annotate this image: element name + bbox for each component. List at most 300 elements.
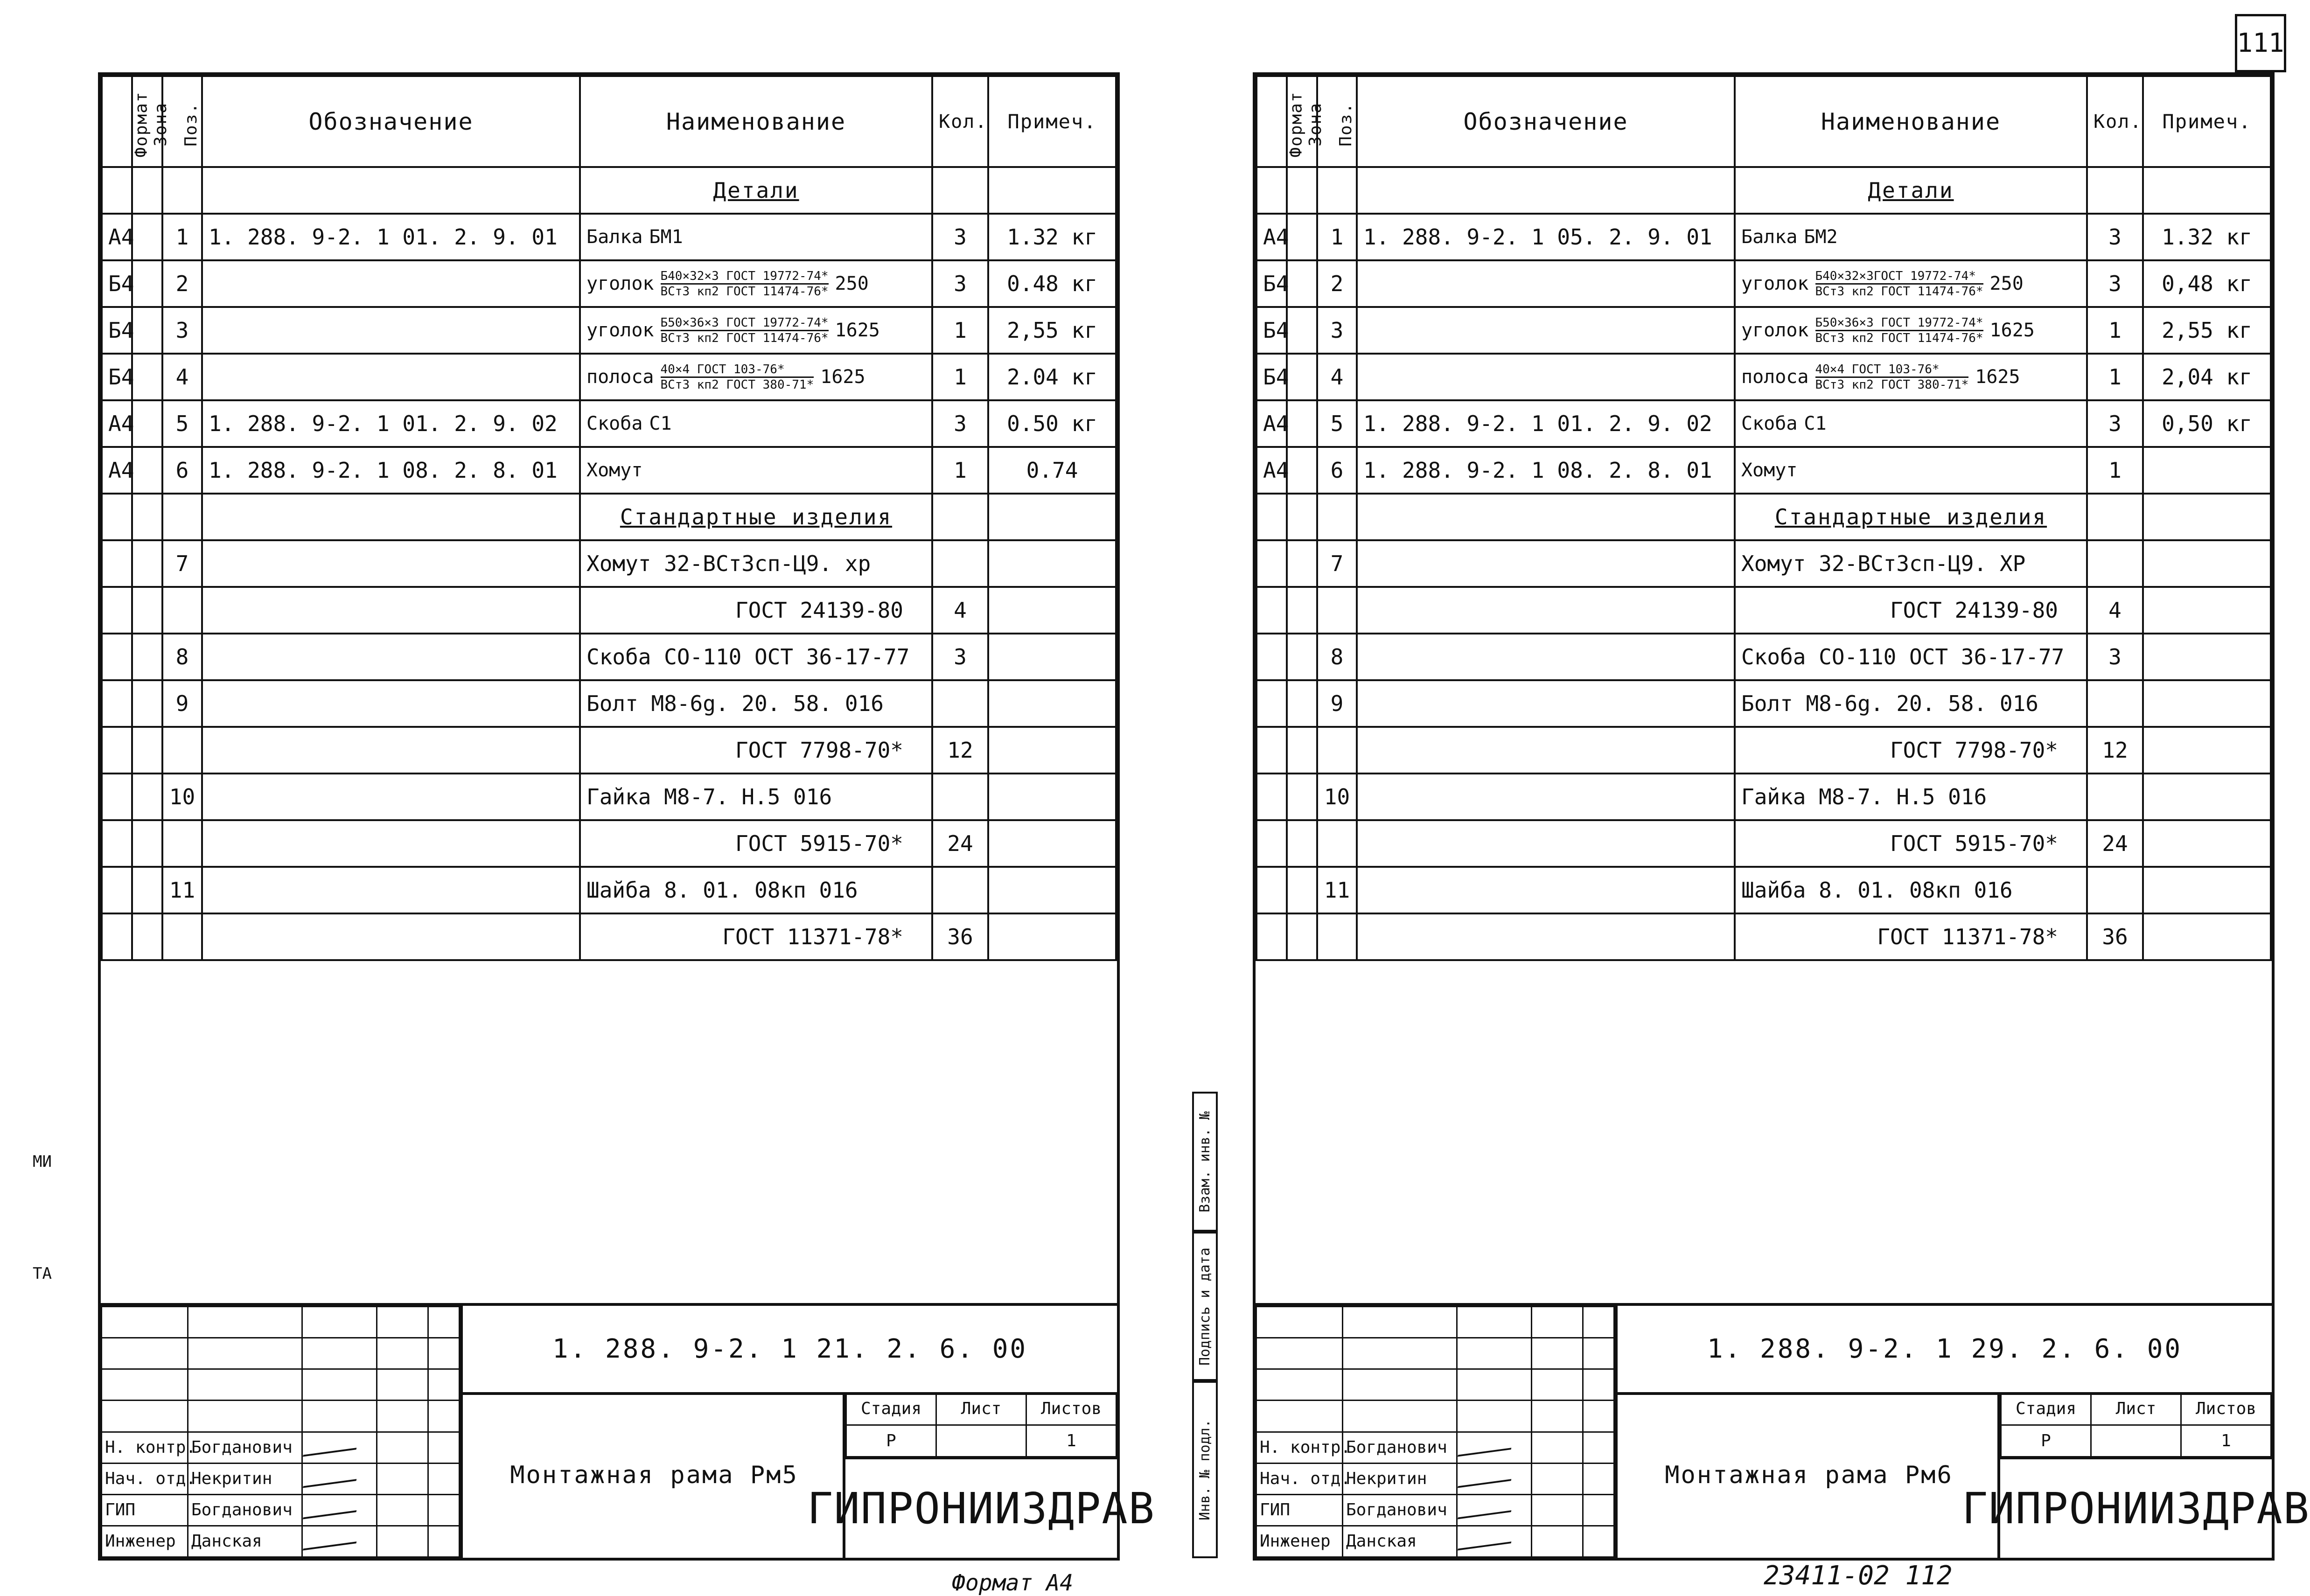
table-row: [102, 680, 1116, 727]
table-row: [1256, 820, 2271, 867]
pos-cell: 11: [162, 867, 202, 913]
name-cell: [580, 214, 932, 260]
format-cell: Б4: [102, 260, 132, 307]
name-content: [586, 316, 926, 345]
designation-cell: [1357, 307, 1735, 354]
blank-cell: [1583, 1369, 1614, 1401]
table-row: [1256, 447, 2271, 494]
format-cell: А4: [102, 400, 132, 447]
signer-role: Н. контр.: [1256, 1432, 1343, 1463]
blank-cell: [428, 1307, 460, 1338]
designation-cell: [1357, 540, 1735, 587]
name-cell: [580, 400, 932, 447]
name-content: [586, 460, 926, 481]
pos-cell: [162, 587, 202, 634]
name-cell: Гайка М8-7. Н.5 016: [1735, 774, 2087, 820]
qty-cell: [932, 774, 988, 820]
table-row: [102, 400, 1116, 447]
name-cell: [1735, 354, 2087, 400]
section-details: Детали: [580, 167, 932, 214]
name-cell: [580, 260, 932, 307]
signature-mark: [1458, 1497, 1514, 1519]
table-row: [102, 913, 1116, 960]
signature-cell: [1457, 1526, 1532, 1557]
table-row: [102, 867, 1116, 913]
col-zone: Зона: [132, 76, 162, 167]
note-cell: 1.32 кг: [988, 214, 1116, 260]
note-cell: [988, 727, 1116, 774]
table-row: [1256, 774, 2271, 820]
pos-cell: 11: [1317, 867, 1357, 913]
signature-mark: [303, 1465, 360, 1488]
zone-cell: [132, 354, 162, 400]
name-cell: Шайба 8. 01. 08кп 016: [1735, 867, 2087, 913]
blank-cell: [1343, 1369, 1457, 1401]
name-content: [1741, 226, 2080, 248]
signature-cell: [1457, 1432, 1532, 1463]
col-zone: Зона: [1287, 76, 1317, 167]
table-row: [102, 214, 1116, 260]
zone-cell: [1287, 913, 1317, 960]
signer-row: [1256, 1494, 1614, 1526]
note-cell: [2143, 447, 2271, 494]
signer-row: [102, 1494, 460, 1526]
pos-cell: 1: [1317, 214, 1357, 260]
format-cell: Б4: [1256, 260, 1287, 307]
blank-cell: [188, 1338, 302, 1369]
table-row: [102, 260, 1116, 307]
sheet-value: [2091, 1425, 2181, 1457]
blank-cell: [1532, 1338, 1583, 1369]
fraction-top: Б50×36×3 ГОСТ 19772-74*: [661, 316, 829, 331]
qty-cell: 36: [2087, 913, 2143, 960]
qty-cell: [932, 867, 988, 913]
blank-row: [102, 1307, 460, 1338]
signer-name: Данская: [188, 1526, 302, 1557]
fraction-top: 40×4 ГОСТ 103-76*: [1815, 362, 1969, 378]
blank-cell: [188, 1307, 302, 1338]
signer-name: Некритин: [1343, 1463, 1457, 1494]
col-format: Формат: [1256, 76, 1287, 167]
blank-cell: [1583, 1307, 1614, 1338]
name-cell: ГОСТ 7798-70*: [1735, 727, 2087, 774]
designation-cell: [1357, 680, 1735, 727]
blank-cell: [1583, 1494, 1614, 1526]
blank-cell: [377, 1307, 428, 1338]
signer-name: Данская: [1343, 1526, 1457, 1557]
item-word: Хомут: [586, 460, 643, 481]
item-word: полоса: [586, 366, 654, 388]
pos-cell: [1317, 820, 1357, 867]
sheets-header: Листов: [2181, 1393, 2271, 1425]
blank-row: [102, 1338, 460, 1369]
stage-header: Стадия: [2001, 1393, 2091, 1425]
title-block: [101, 1303, 1156, 1558]
format-cell: А4: [102, 447, 132, 494]
date-cell: [1532, 1494, 1583, 1526]
side-label-replace: Взам. инв. №: [1192, 1092, 1218, 1232]
item-word: Балка: [586, 226, 643, 248]
pos-cell: 3: [162, 307, 202, 354]
table-row: [1256, 680, 2271, 727]
margin-mark-1: МИ: [33, 1152, 52, 1171]
signature-mark: [303, 1434, 360, 1457]
note-cell: [2143, 774, 2271, 820]
qty-cell: 1: [2087, 447, 2143, 494]
blank-cell: [102, 1369, 188, 1401]
sheets-header: Листов: [1026, 1393, 1117, 1425]
blank-cell: [1583, 1401, 1614, 1432]
zone-cell: [132, 540, 162, 587]
blank-cell: [188, 1369, 302, 1401]
col-qty: Кол.: [2087, 76, 2143, 167]
designation-cell: [1357, 354, 1735, 400]
format-cell: [102, 913, 132, 960]
page-number: 111: [2235, 14, 2286, 72]
note-cell: [988, 774, 1116, 820]
table-row: [1256, 727, 2271, 774]
designation-cell: [202, 867, 580, 913]
section-row: [102, 494, 1116, 540]
col-pos: Поз.: [1317, 76, 1357, 167]
name-cell: [580, 307, 932, 354]
drawing-name: Монтажная рама Рм6: [1615, 1392, 2000, 1558]
table-row: [102, 354, 1116, 400]
name-cell: Гайка М8-7. Н.5 016: [580, 774, 932, 820]
qty-cell: 3: [932, 214, 988, 260]
blank-cell: [1343, 1338, 1457, 1369]
material-fraction: [661, 269, 829, 299]
document-code: 1. 288. 9-2. 1 29. 2. 6. 00: [1615, 1306, 2272, 1395]
fraction-top: Б40×32×3ГОСТ 19772-74*: [1815, 269, 1983, 285]
zone-cell: [1287, 774, 1317, 820]
fraction-bottom: ВСт3 кп2 ГОСТ 380-71*: [660, 377, 814, 392]
spec-table: [101, 75, 1117, 961]
signer-role: Н. контр.: [102, 1432, 188, 1463]
item-word: Хомут: [1741, 460, 1798, 481]
material-fraction: [1815, 316, 1983, 345]
blank-cell: [302, 1338, 377, 1369]
signer-row: [1256, 1526, 1614, 1557]
qty-cell: 12: [932, 727, 988, 774]
format-cell: [102, 634, 132, 680]
pos-cell: 2: [1317, 260, 1357, 307]
fraction-bottom: ВСт3 кп2 ГОСТ 11474-76*: [1815, 284, 1983, 299]
qty-cell: 36: [932, 913, 988, 960]
qty-cell: 1: [932, 307, 988, 354]
name-cell: [580, 447, 932, 494]
name-content: [586, 362, 926, 392]
name-cell: Болт М8-6g. 20. 58. 016: [580, 680, 932, 727]
length-value: 250: [1989, 273, 2024, 294]
sheets-value: 1: [2181, 1425, 2271, 1457]
blank-cell: [1343, 1307, 1457, 1338]
table-row: [102, 587, 1116, 634]
section-details: Детали: [1735, 167, 2087, 214]
blank-cell: [188, 1401, 302, 1432]
sheets-value: 1: [1026, 1425, 1117, 1457]
item-spec: С1: [649, 413, 672, 434]
pos-cell: [1317, 587, 1357, 634]
zone-cell: [1287, 587, 1317, 634]
format-cell: [102, 540, 132, 587]
spec-sheet-left: [98, 72, 1156, 1561]
note-cell: [988, 634, 1116, 680]
zone-cell: [132, 820, 162, 867]
format-cell: [102, 820, 132, 867]
format-cell: [102, 587, 132, 634]
note-cell: [988, 867, 1116, 913]
format-cell: [1256, 540, 1287, 587]
pos-cell: 5: [1317, 400, 1357, 447]
name-cell: Скоба СО-110 ОСТ 36-17-77: [580, 634, 932, 680]
format-cell: А4: [1256, 400, 1287, 447]
item-word: Скоба: [1741, 413, 1798, 434]
note-cell: 2.04 кг: [988, 354, 1116, 400]
pos-cell: 10: [162, 774, 202, 820]
qty-cell: 1: [2087, 354, 2143, 400]
fraction-bottom: ВСт3 кп2 ГОСТ 11474-76*: [660, 331, 829, 345]
designation-cell: [1357, 820, 1735, 867]
signature-cell: [302, 1463, 377, 1494]
section-row: [1256, 167, 2271, 214]
table-row: [102, 727, 1116, 774]
fraction-bottom: ВСт3 кп2 ГОСТ 11474-76*: [660, 284, 829, 299]
name-cell: Болт М8-6g. 20. 58. 016: [1735, 680, 2087, 727]
qty-cell: [932, 540, 988, 587]
blank-cell: [302, 1369, 377, 1401]
stage-value: Р: [2001, 1425, 2091, 1457]
col-designation: Обозначение: [1357, 76, 1735, 167]
name-cell: [1735, 447, 2087, 494]
qty-cell: [2087, 867, 2143, 913]
table-row: [102, 774, 1116, 820]
format-cell: Б4: [1256, 307, 1287, 354]
name-cell: Хомут 32-ВСт3сп-Ц9. хр: [580, 540, 932, 587]
signer-role: Нач. отд.: [102, 1463, 188, 1494]
format-cell: [1256, 587, 1287, 634]
format-cell: Б4: [102, 307, 132, 354]
section-standard: Стандартные изделия: [1735, 494, 2087, 540]
signature-mark: [1458, 1528, 1514, 1551]
blank-row: [1256, 1369, 1614, 1401]
designation-cell: [202, 727, 580, 774]
note-cell: [2143, 820, 2271, 867]
blank-cell: [1457, 1369, 1532, 1401]
length-value: 1625: [1975, 366, 2020, 388]
blank-cell: [428, 1432, 460, 1463]
blank-cell: [428, 1338, 460, 1369]
designation-cell: 1. 288. 9-2. 1 01. 2. 9. 02: [1357, 400, 1735, 447]
designation-cell: [202, 307, 580, 354]
format-cell: [1256, 680, 1287, 727]
col-name: Наименование: [1735, 76, 2087, 167]
section-standard: Стандартные изделия: [580, 494, 932, 540]
name-content: [1741, 316, 2080, 345]
pos-cell: 1: [162, 214, 202, 260]
designation-cell: [202, 680, 580, 727]
name-cell: Шайба 8. 01. 08кп 016: [580, 867, 932, 913]
blank-cell: [428, 1369, 460, 1401]
signature-mark: [1458, 1465, 1514, 1488]
designation-cell: [202, 634, 580, 680]
pos-cell: [1317, 727, 1357, 774]
name-cell: ГОСТ 7798-70*: [580, 727, 932, 774]
note-cell: 2,55 кг: [2143, 307, 2271, 354]
col-format: Формат: [102, 76, 132, 167]
designation-cell: 1. 288. 9-2. 1 01. 2. 9. 02: [202, 400, 580, 447]
signer-role: Нач. отд.: [1256, 1463, 1343, 1494]
signer-row: [102, 1463, 460, 1494]
date-cell: [1532, 1432, 1583, 1463]
blank-cell: [302, 1307, 377, 1338]
note-cell: [988, 820, 1116, 867]
format-cell: Б4: [102, 354, 132, 400]
designation-cell: [202, 260, 580, 307]
blank-row: [102, 1401, 460, 1432]
length-value: 1625: [820, 366, 865, 388]
col-qty: Кол.: [932, 76, 988, 167]
zone-cell: [1287, 400, 1317, 447]
zone-cell: [1287, 820, 1317, 867]
section-row: [102, 167, 1116, 214]
blank-cell: [1532, 1307, 1583, 1338]
pos-cell: 7: [162, 540, 202, 587]
signature-grid: [101, 1306, 460, 1558]
table-row: [102, 540, 1116, 587]
item-spec: С1: [1804, 413, 1827, 434]
table-row: [102, 820, 1116, 867]
item-word: полоса: [1741, 366, 1809, 388]
designation-cell: [1357, 634, 1735, 680]
qty-cell: [2087, 774, 2143, 820]
name-cell: [1735, 307, 2087, 354]
pos-cell: 6: [1317, 447, 1357, 494]
spec-table: [1256, 75, 2272, 961]
pos-cell: [162, 727, 202, 774]
format-cell: А4: [1256, 214, 1287, 260]
table-row: [1256, 400, 2271, 447]
note-cell: 2,04 кг: [2143, 354, 2271, 400]
blank-cell: [102, 1307, 188, 1338]
format-label: Формат А4: [952, 1570, 1074, 1596]
blank-cell: [1583, 1432, 1614, 1463]
signer-role: ГИП: [1256, 1494, 1343, 1526]
zone-cell: [1287, 680, 1317, 727]
designation-cell: [202, 540, 580, 587]
designation-cell: 1. 288. 9-2. 1 05. 2. 9. 01: [1357, 214, 1735, 260]
zone-cell: [132, 727, 162, 774]
designation-cell: [202, 774, 580, 820]
item-spec: БМ2: [1804, 226, 1838, 248]
signature-cell: [1457, 1494, 1532, 1526]
designation-cell: [1357, 727, 1735, 774]
note-cell: [2143, 587, 2271, 634]
table-row: [1256, 634, 2271, 680]
signature-cell: [302, 1432, 377, 1463]
qty-cell: 1: [2087, 307, 2143, 354]
name-content: [586, 226, 926, 248]
fraction-bottom: ВСт3 кп2 ГОСТ 11474-76*: [1815, 331, 1983, 345]
zone-cell: [1287, 727, 1317, 774]
stage-block: [1997, 1392, 2272, 1457]
name-cell: ГОСТ 24139-80: [1735, 587, 2087, 634]
zone-cell: [132, 634, 162, 680]
format-cell: [1256, 634, 1287, 680]
pos-cell: [162, 913, 202, 960]
note-cell: [988, 540, 1116, 587]
zone-cell: [132, 774, 162, 820]
fraction-top: Б50×36×3 ГОСТ 19772-74*: [1815, 316, 1983, 331]
sheet-header: Лист: [936, 1393, 1026, 1425]
blank-cell: [1256, 1369, 1343, 1401]
fraction-bottom: ВСт3 кп2 ГОСТ 380-71*: [1815, 377, 1969, 392]
title-block: [1256, 1303, 2310, 1558]
col-note: Примеч.: [988, 76, 1116, 167]
qty-cell: 1: [932, 447, 988, 494]
pos-cell: 4: [162, 354, 202, 400]
zone-cell: [132, 587, 162, 634]
designation-cell: [202, 587, 580, 634]
length-value: 250: [835, 273, 869, 294]
blank-row: [102, 1369, 460, 1401]
signer-name: Богданович: [188, 1494, 302, 1526]
document-code: 1. 288. 9-2. 1 21. 2. 6. 00: [460, 1306, 1117, 1395]
blank-cell: [377, 1401, 428, 1432]
signer-name: Богданович: [1343, 1494, 1457, 1526]
zone-cell: [132, 307, 162, 354]
blank-cell: [1583, 1463, 1614, 1494]
signature-cell: [1457, 1463, 1532, 1494]
item-spec: БМ1: [649, 226, 683, 248]
material-fraction: [1815, 362, 1969, 392]
zone-cell: [132, 680, 162, 727]
blank-cell: [428, 1494, 460, 1526]
signer-role: Инженер: [1256, 1526, 1343, 1557]
name-content: [586, 269, 926, 299]
note-cell: [988, 680, 1116, 727]
qty-cell: 24: [932, 820, 988, 867]
qty-cell: [2087, 540, 2143, 587]
format-cell: [1256, 727, 1287, 774]
qty-cell: 1: [932, 354, 988, 400]
date-cell: [377, 1463, 428, 1494]
qty-cell: 3: [2087, 214, 2143, 260]
blank-cell: [1457, 1338, 1532, 1369]
table-row: [102, 447, 1116, 494]
signer-role: Инженер: [102, 1526, 188, 1557]
pos-cell: 2: [162, 260, 202, 307]
date-cell: [1532, 1463, 1583, 1494]
qty-cell: [932, 680, 988, 727]
name-cell: Скоба СО-110 ОСТ 36-17-77: [1735, 634, 2087, 680]
table-row: [1256, 307, 2271, 354]
name-cell: [1735, 400, 2087, 447]
qty-cell: 3: [932, 400, 988, 447]
blank-cell: [1256, 1307, 1343, 1338]
signature-mark: [1458, 1434, 1514, 1457]
qty-cell: 3: [2087, 634, 2143, 680]
qty-cell: 3: [2087, 400, 2143, 447]
table-row: [1256, 913, 2271, 960]
designation-cell: [202, 820, 580, 867]
date-cell: [1532, 1526, 1583, 1557]
qty-cell: 4: [2087, 587, 2143, 634]
zone-cell: [1287, 540, 1317, 587]
stage-block: [843, 1392, 1117, 1457]
designation-cell: [1357, 774, 1735, 820]
zone-cell: [132, 214, 162, 260]
